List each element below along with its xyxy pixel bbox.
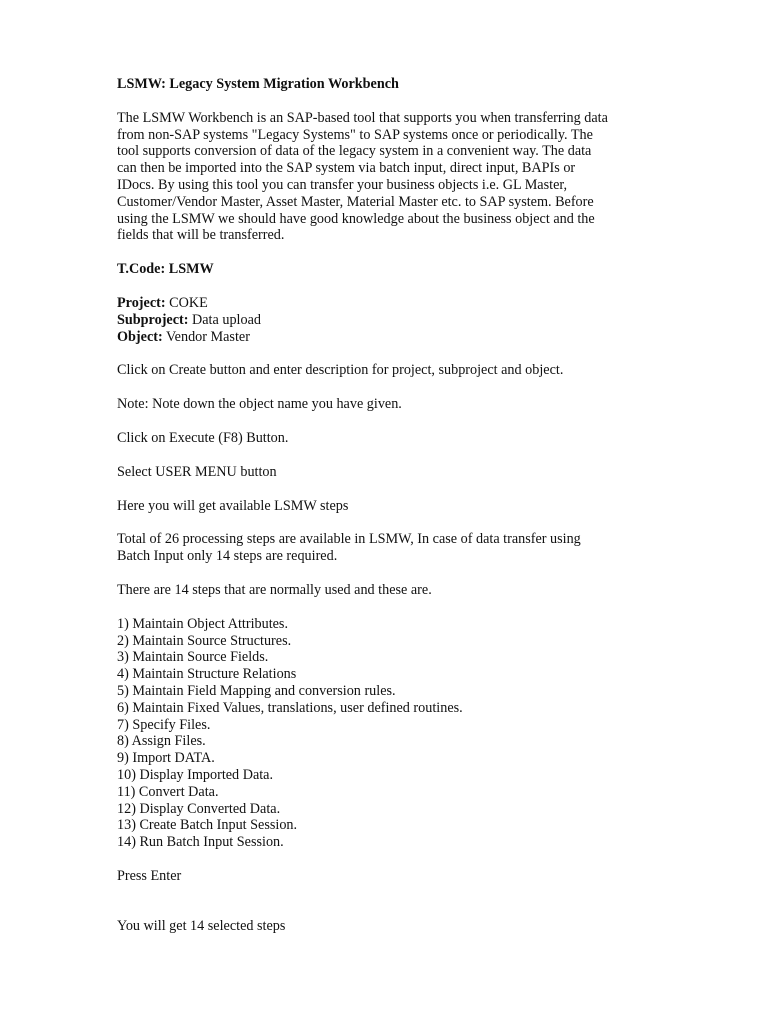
intro-line: IDocs. By using this tool you can transfer your business objects i.e. GL Master, (117, 176, 568, 193)
intro-line: using the LSMW we should have good knowledge about the business object and the (117, 210, 595, 227)
object-line (117, 329, 657, 346)
list-item: 14) Run Batch Input Session. (117, 834, 284, 851)
intro-line: fields that will be transferred. (117, 227, 285, 244)
intro-line: from non-SAP systems "Legacy Systems" to SAP systems once or periodically. The (117, 126, 593, 143)
selected-steps-text: You will get 14 selected steps (117, 917, 286, 934)
list-item: 5) Maintain Field Mapping and conversion rules. (117, 682, 396, 699)
list-item: 8) Assign Files. (117, 733, 206, 750)
list-item: 6) Maintain Fixed Values, translations, user defined routines. (117, 699, 463, 716)
list-item: 9) Import DATA. (117, 750, 215, 767)
press-enter-text: Press Enter (117, 867, 182, 884)
list-item: 10) Display Imported Data. (117, 766, 274, 783)
normal-steps-intro: There are 14 steps that are normally used and these are. (117, 581, 432, 598)
object-label: Object: (117, 328, 163, 345)
list-item: 12) Display Converted Data. (117, 800, 281, 817)
list-item: 13) Create Batch Input Session. (117, 817, 298, 834)
list-item: 3) Maintain Source Fields. (117, 649, 269, 666)
subproject-label: Subproject: (117, 311, 189, 328)
intro-line: can then be imported into the SAP system via batch input, direct input, BAPIs or (117, 160, 576, 177)
intro-paragraph (117, 110, 657, 244)
total-steps-line: Total of 26 processing steps are available in LSMW, In case of data transfer using (117, 531, 581, 548)
total-steps-paragraph (117, 531, 657, 565)
document-title: LSMW: Legacy System Migration Workbench (117, 76, 399, 92)
available-steps-text: Here you will get available LSMW steps (117, 497, 349, 514)
document-page (117, 76, 657, 934)
intro-line: tool supports conversion of data of the legacy system in a convenient way. The data (117, 143, 592, 160)
intro-line: The LSMW Workbench is an SAP-based tool that supports you when transferring data (117, 109, 608, 126)
execute-instruction: Click on Execute (F8) Button. (117, 429, 289, 446)
object-value: Vendor Master (166, 328, 250, 345)
subproject-line (117, 312, 657, 329)
note-instruction: Note: Note down the object name you have given. (117, 396, 402, 413)
steps-list (117, 616, 657, 851)
list-item: 4) Maintain Structure Relations (117, 666, 297, 683)
user-menu-instruction: Select USER MENU button (117, 463, 277, 480)
intro-line: Customer/Vendor Master, Asset Master, Material Master etc. to SAP system. Before (117, 193, 594, 210)
subproject-value: Data upload (192, 311, 261, 328)
list-item: 1) Maintain Object Attributes. (117, 615, 289, 632)
project-label: Project: (117, 294, 166, 311)
list-item: 2) Maintain Source Structures. (117, 632, 292, 649)
tcode-heading: T.Code: LSMW (117, 261, 214, 278)
list-item: 7) Specify Files. (117, 716, 211, 733)
total-steps-line: Batch Input only 14 steps are required. (117, 548, 338, 565)
project-value: COKE (169, 294, 208, 311)
project-line (117, 295, 657, 312)
list-item: 11) Convert Data. (117, 783, 219, 800)
create-instruction: Click on Create button and enter description for project, subproject and object. (117, 362, 564, 379)
